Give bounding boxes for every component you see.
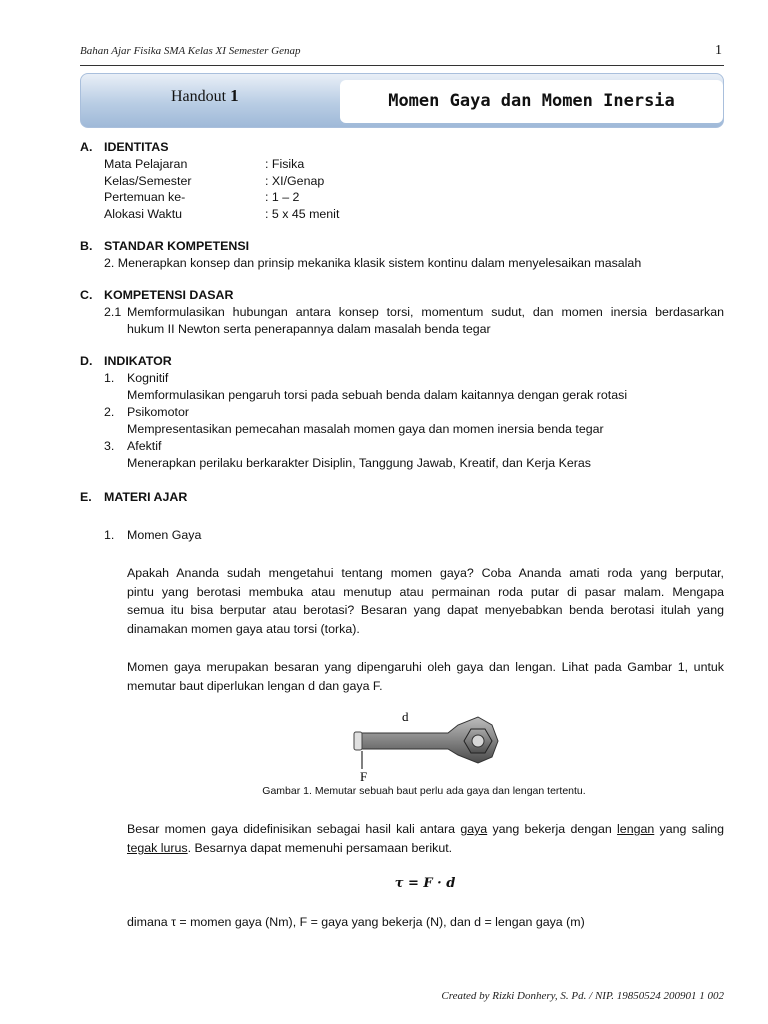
footer-credit: Created by Rizki Donhery, S. Pd. / NIP. 19850524 200901 1 002 — [441, 990, 724, 1002]
section-d-heading: INDIKATOR — [104, 354, 172, 368]
subsection-number: 1. — [104, 528, 115, 542]
underlined-term: lengan — [617, 822, 655, 836]
indicator-desc: Menerapkan perilaku berkarakter Disiplin, Tanggung Jawab, Kreatif, dan Kerja Keras — [127, 456, 591, 470]
identity-value: : 5 x 45 menit — [265, 207, 340, 221]
section-e-heading: MATERI AJAR — [104, 490, 188, 504]
identity-label: Kelas/Semester — [104, 174, 192, 188]
figure-label-f: F — [360, 769, 368, 784]
running-header: Bahan Ajar Fisika SMA Kelas XI Semester Genap — [80, 45, 301, 57]
paragraph-line: dinamakan momen gaya atau torsi (torka). — [127, 622, 360, 636]
equation: τ = F · d — [394, 876, 456, 891]
handout-title: Momen Gaya dan Momen Inersia — [340, 80, 723, 123]
section-c-letter: C. — [80, 288, 93, 302]
paragraph-text: yang bekerja dengan — [487, 822, 618, 836]
section-a-letter: A. — [80, 140, 93, 154]
standard-competence-text: 2. Menerapkan konsep dan prinsip mekanika klasik sistem kontinu dalam menyelesaikan masalah — [104, 256, 642, 270]
handout-number: 1 — [230, 86, 239, 105]
paragraph-line: pintu yang berotasi membuka atau menutup atau permainan roda putar di pasar malam. Mengapa — [127, 585, 724, 599]
section-e-letter: E. — [80, 490, 92, 504]
identity-label: Mata Pelajaran — [104, 157, 188, 171]
indicator-title: Kognitif — [127, 371, 169, 385]
handout-label — [171, 86, 239, 106]
indicator-number: 1. — [104, 371, 115, 385]
identity-value: : Fisika — [265, 157, 305, 171]
page-number: 1 — [715, 43, 722, 58]
subsection-title: Momen Gaya — [127, 528, 202, 542]
definition-line: dimana τ = momen gaya (Nm), F = gaya yang bekerja (N), dan d = lengan gaya (m) — [127, 915, 585, 929]
handout-word: Handout — [171, 88, 227, 105]
section-b-heading: STANDAR KOMPETENSI — [104, 239, 250, 253]
section-b-letter: B. — [80, 239, 93, 253]
paragraph-line: Momen gaya merupakan besaran yang dipengaruhi oleh gaya dan lengan. Lihat pada Gambar 1, untuk — [127, 660, 724, 674]
handout-banner — [80, 73, 724, 128]
indicator-desc: Memformulasikan pengaruh torsi pada sebuah benda dalam kaitannya dengan gerak rotasi — [127, 388, 628, 402]
paragraph-line: semua itu bisa berputar atau berotasi? Besaran yang dapat menyebabkan benda berotasi itulah yang — [127, 603, 724, 617]
figure-label-d: d — [402, 709, 409, 724]
paragraph-text: yang saling — [654, 822, 724, 836]
identity-value: : XI/Genap — [265, 174, 325, 188]
identity-value: : 1 – 2 — [265, 190, 300, 204]
basic-competence-number: 2.1 — [104, 305, 122, 319]
paragraph-line — [127, 841, 452, 855]
section-a-heading: IDENTITAS — [104, 140, 169, 154]
basic-competence-line: Memformulasikan hubungan antara konsep torsi, momentum sudut, dan momen inersia berdasarkan — [127, 305, 724, 319]
indicator-number: 3. — [104, 439, 115, 453]
paragraph-text: . Besarnya dapat memenuhi persamaan berikut. — [187, 841, 453, 855]
indicator-title: Psikomotor — [127, 405, 189, 419]
paragraph-line: memutar baut diperlukan lengan d dan gaya F. — [127, 679, 383, 693]
paragraph-line — [127, 822, 724, 836]
wrench-figure — [340, 705, 510, 785]
indicator-desc: Mempresentasikan pemecahan masalah momen gaya dan momen inersia benda tegar — [127, 422, 604, 436]
underlined-term: gaya — [460, 822, 488, 836]
underlined-term: tegak lurus — [127, 841, 188, 855]
identity-label: Pertemuan ke- — [104, 190, 186, 204]
paragraph-text: Besar momen gaya didefinisikan sebagai hasil kali antara — [127, 822, 461, 836]
figure-caption: Gambar 1. Memutar sebuah baut perlu ada gaya dan lengan tertentu. — [262, 785, 586, 797]
basic-competence-line: hukum II Newton serta penerapannya dalam masalah benda tegar — [127, 322, 491, 336]
identity-label: Alokasi Waktu — [104, 207, 183, 221]
paragraph-line: Apakah Ananda sudah mengetahui tentang momen gaya? Coba Ananda amati roda yang berputar, — [127, 566, 724, 580]
section-d-letter: D. — [80, 354, 93, 368]
section-c-heading: KOMPETENSI DASAR — [104, 288, 234, 302]
header-rule — [80, 65, 724, 66]
indicator-number: 2. — [104, 405, 115, 419]
indicator-title: Afektif — [127, 439, 162, 453]
